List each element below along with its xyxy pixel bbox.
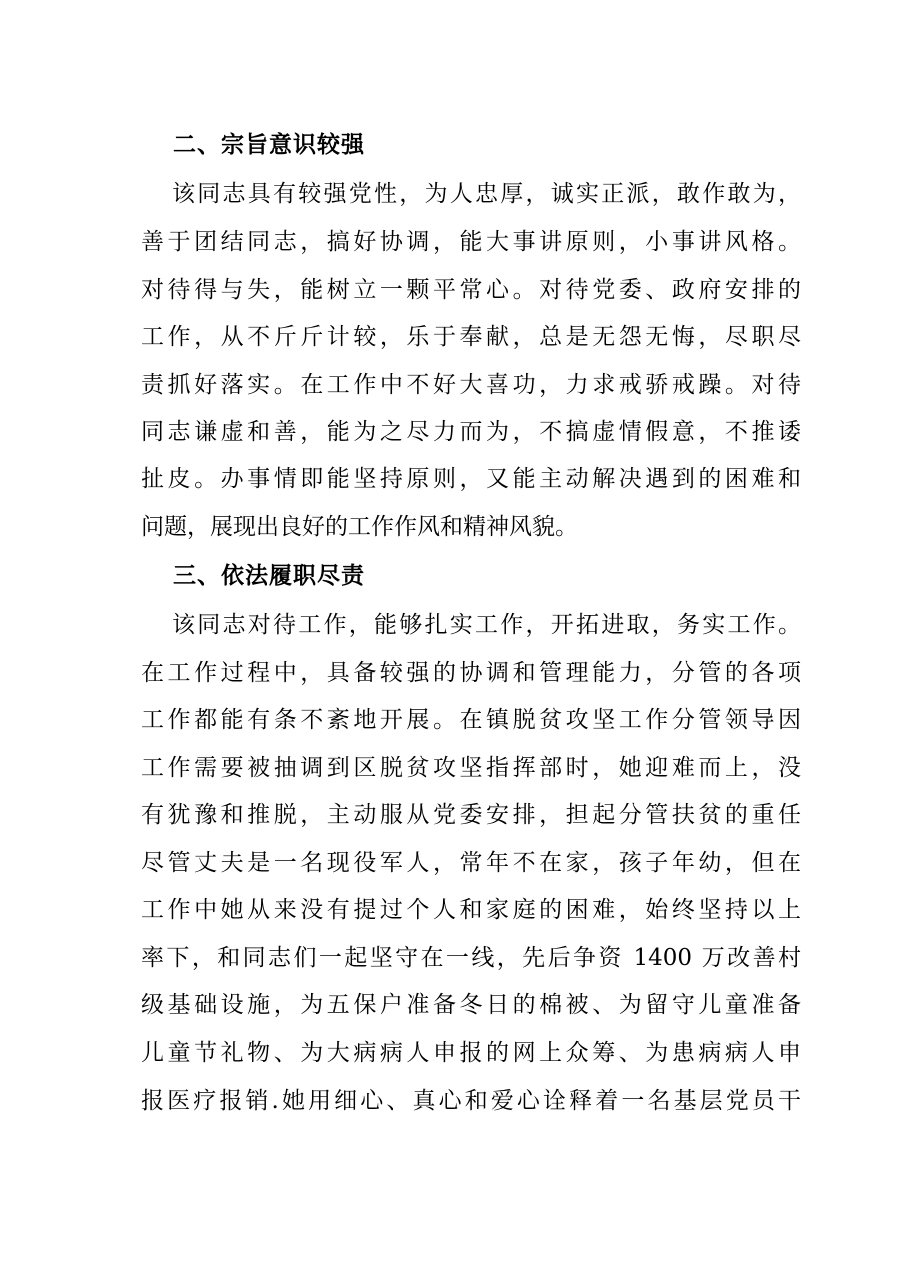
paragraph-line: 有犹豫和推脱，主动服从党委安排，担起分管扶贫的重任 (141, 802, 801, 828)
paragraph-line: 级基础设施，为五保户准备冬日的棉被、为留守儿童准备 (141, 992, 801, 1018)
paragraph-line: 报医疗报销.她用细心、真心和爱心诠释着一名基层党员干 (141, 1088, 801, 1114)
paragraph-line: 工作都能有条不紊地开展。在镇脱贫攻坚工作分管领导因 (141, 707, 801, 733)
paragraph-line: 该同志对待工作，能够扎实工作，开拓进取，务实工作。 (172, 612, 801, 638)
paragraph-line: 工作需要被抽调到区脱贫攻坚指挥部时，她迎难而上，没 (141, 755, 801, 781)
paragraph-line: 在工作过程中，具备较强的协调和管理能力，分管的各项 (141, 660, 801, 686)
paragraph-line: 同志谦虚和善，能为之尽力而为，不搞虚情假意，不推诿 (141, 419, 801, 445)
paragraph-line: 工作中她从来没有提过个人和家庭的困难，始终坚持以上 (141, 897, 801, 923)
section-heading-2: 二、宗旨意识较强 (173, 132, 365, 158)
paragraph-line: 问题，展现出良好的工作作风和精神风貌。 (141, 514, 578, 540)
paragraph-line: 责抓好落实。在工作中不好大喜功，力求戒骄戒躁。对待 (141, 372, 801, 398)
paragraph-line: 工作，从不斤斤计较，乐于奉献，总是无怨无悔，尽职尽 (141, 324, 801, 350)
section-heading-3: 三、依法履职尽责 (173, 563, 365, 589)
paragraph-line: 尽管丈夫是一名现役军人，常年不在家，孩子年幼，但在 (141, 850, 801, 876)
paragraph-line: 善于团结同志，搞好协调，能大事讲原则，小事讲风格。 (141, 229, 801, 255)
paragraph-line: 该同志具有较强党性，为人忠厚，诚实正派，敢作敢为， (172, 181, 801, 207)
paragraph-line: 扯皮。办事情即能坚持原则，又能主动解决遇到的困难和 (141, 466, 801, 492)
paragraph-line: 对待得与失，能树立一颗平常心。对待党委、政府安排的 (141, 277, 801, 303)
paragraph-line: 率下，和同志们一起坚守在一线，先后争资 1400 万改善村 (141, 945, 801, 971)
paragraph-line: 儿童节礼物、为大病病人申报的网上众筹、为患病病人申 (141, 1040, 801, 1066)
